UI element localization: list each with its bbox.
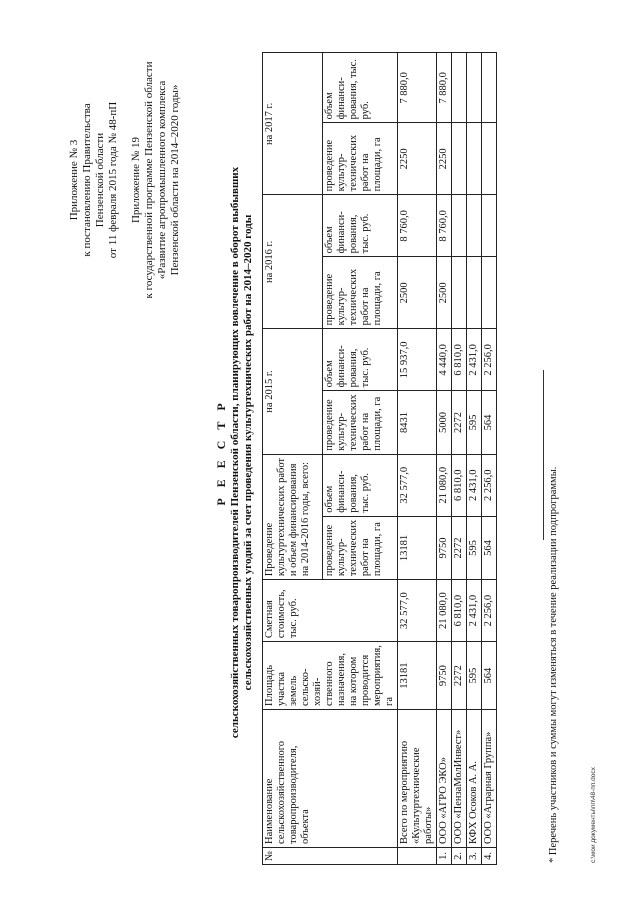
row-2015-finance: 6 810,0 xyxy=(452,329,467,391)
subheader-finance: объем финанси-рования, тыс. руб. xyxy=(323,53,398,123)
appendix-line: к государственной программе Пензенской области xyxy=(143,61,155,299)
row-2015-finance: 4 440,0 xyxy=(437,329,452,391)
header-cost: Сметная стоимость, тыс. руб. xyxy=(263,580,398,642)
table-row xyxy=(482,53,497,865)
appendix-line: от 11 февраля 2015 года № 48-пП xyxy=(107,101,119,259)
appendix-line: Пензенской области на 2014–2020 годы» xyxy=(169,84,181,276)
row-total-finance: 6 810,0 xyxy=(452,454,467,516)
file-path: c:\мои документы\пп\48-пп.docx xyxy=(590,767,597,863)
row-2017-work xyxy=(482,123,497,195)
row-area: 2272 xyxy=(452,642,467,710)
row-2016-finance xyxy=(452,195,467,257)
appendix-line: к постановлению Правительства xyxy=(81,103,93,257)
row-total-work: 595 xyxy=(467,516,482,579)
appendix-line: Приложение № 19 xyxy=(130,136,142,224)
title-line: сельскохозяйственных угодий за счет проведения культуртехнических работ на 2014–2020 годы xyxy=(242,214,254,691)
row-area: 595 xyxy=(467,642,482,710)
row-2017-finance: 7 880,0 xyxy=(398,53,437,123)
row-name: ООО «ПензаМолИнвест» xyxy=(452,709,467,847)
row-number xyxy=(398,847,437,864)
row-area: 13181 xyxy=(398,642,437,710)
row-name: ООО «Аграрная Группа» xyxy=(482,709,497,847)
row-total-finance: 2 431,0 xyxy=(467,454,482,516)
row-2017-finance xyxy=(467,53,482,123)
row-number: 4. xyxy=(482,847,497,864)
row-2016-work xyxy=(482,257,497,329)
row-total-work: 564 xyxy=(482,516,497,579)
title-line: сельскохозяйственных товаропроизводителей Пензенской области, планирующих вовлечение в оборот выбывших xyxy=(229,166,241,739)
row-total-finance: 21 080,0 xyxy=(437,454,452,516)
row-cost: 6 810,0 xyxy=(452,580,467,642)
row-2015-work: 8431 xyxy=(398,391,437,454)
registry-table xyxy=(262,52,497,865)
row-2015-work: 595 xyxy=(467,391,482,454)
row-2015-finance: 2 431,0 xyxy=(467,329,482,391)
document-title xyxy=(215,40,255,865)
row-2016-work: 2500 xyxy=(437,257,452,329)
row-2016-finance xyxy=(467,195,482,257)
row-total-work: 13181 xyxy=(398,516,437,579)
subheader-work: проведение культур-технических работ на площади, га xyxy=(323,257,398,329)
subheader-finance: объем финанси-рования, тыс. руб. xyxy=(323,329,398,391)
footnote-separator xyxy=(543,370,544,540)
row-total-finance: 32 577,0 xyxy=(398,454,437,516)
row-area: 564 xyxy=(482,642,497,710)
row-2016-finance xyxy=(482,195,497,257)
header-name: Наименование сельскохозяйственного товаропроизводителя, объекта xyxy=(263,709,398,847)
row-2016-work xyxy=(452,257,467,329)
appendix-line: Пензенской области xyxy=(94,132,106,228)
subheader-work: проведение культур-технических работ на площади, га xyxy=(323,123,398,195)
row-2016-work: 2500 xyxy=(398,257,437,329)
row-2015-finance: 2 256,0 xyxy=(482,329,497,391)
row-name: Всего по мероприятию «Культуртехнические работы» xyxy=(398,709,437,847)
title-reestr: Р Е Е С Т Р xyxy=(214,399,228,506)
row-2016-work xyxy=(467,257,482,329)
subheader-finance: объем финанси-рования, тыс. руб. xyxy=(323,195,398,257)
row-2017-finance: 7 880,0 xyxy=(437,53,452,123)
header-year-2017: на 2017 г. xyxy=(263,53,323,195)
appendix-line: «Развитие агропромышленного комплекса xyxy=(156,80,168,280)
row-cost: 2 431,0 xyxy=(467,580,482,642)
row-2017-work xyxy=(452,123,467,195)
row-area: 9750 xyxy=(437,642,452,710)
header-area: Площадь участка земель сельско-хозяй-ственного назначения, на котором проводится мероприятия, га xyxy=(263,642,398,710)
header-total-group: Проведение культуртехнических работ и объем финансирования на 2014-2016 годы, всего: xyxy=(263,454,323,579)
row-number: 3. xyxy=(467,847,482,864)
table-row xyxy=(467,53,482,865)
row-2017-work: 2250 xyxy=(398,123,437,195)
row-2017-work: 2250 xyxy=(437,123,452,195)
subheader-work: проведение культур-технических работ на площади, га xyxy=(323,516,398,579)
subheader-work: проведение культур-технических работ на площади, га xyxy=(323,391,398,454)
row-cost: 21 080,0 xyxy=(437,580,452,642)
row-2017-work xyxy=(467,123,482,195)
row-number: 2. xyxy=(452,847,467,864)
row-name: КФХ Осоков А. А. xyxy=(467,709,482,847)
row-2016-finance: 8 760,0 xyxy=(398,195,437,257)
header-year-2016: на 2016 г. xyxy=(263,195,323,329)
appendix-line: Приложение № 3 xyxy=(68,139,80,221)
row-cost: 32 577,0 xyxy=(398,580,437,642)
row-2015-finance: 15 937,0 xyxy=(398,329,437,391)
row-2016-finance: 8 760,0 xyxy=(437,195,452,257)
table-header-row xyxy=(263,53,323,865)
row-number: 1. xyxy=(437,847,452,864)
row-name: ООО «АГРО ЭКО» xyxy=(437,709,452,847)
row-2017-finance xyxy=(482,53,497,123)
table-row-total xyxy=(398,53,437,865)
row-2015-work: 2272 xyxy=(452,391,467,454)
row-cost: 2 256,0 xyxy=(482,580,497,642)
subheader-finance: объем финанси-рования, тыс. руб. xyxy=(323,454,398,516)
header-year-2015: на 2015 г. xyxy=(263,329,323,454)
appendix-header xyxy=(68,30,182,330)
footnote: * Перечень участников и суммы могут изменяться в течение реализации подпрограммы. xyxy=(548,466,559,863)
header-number: № xyxy=(263,847,398,864)
row-2017-finance xyxy=(452,53,467,123)
table-row xyxy=(437,53,452,865)
row-2015-work: 564 xyxy=(482,391,497,454)
table-row xyxy=(452,53,467,865)
row-total-work: 9750 xyxy=(437,516,452,579)
row-total-finance: 2 256,0 xyxy=(482,454,497,516)
row-total-work: 2272 xyxy=(452,516,467,579)
row-2015-work: 5000 xyxy=(437,391,452,454)
